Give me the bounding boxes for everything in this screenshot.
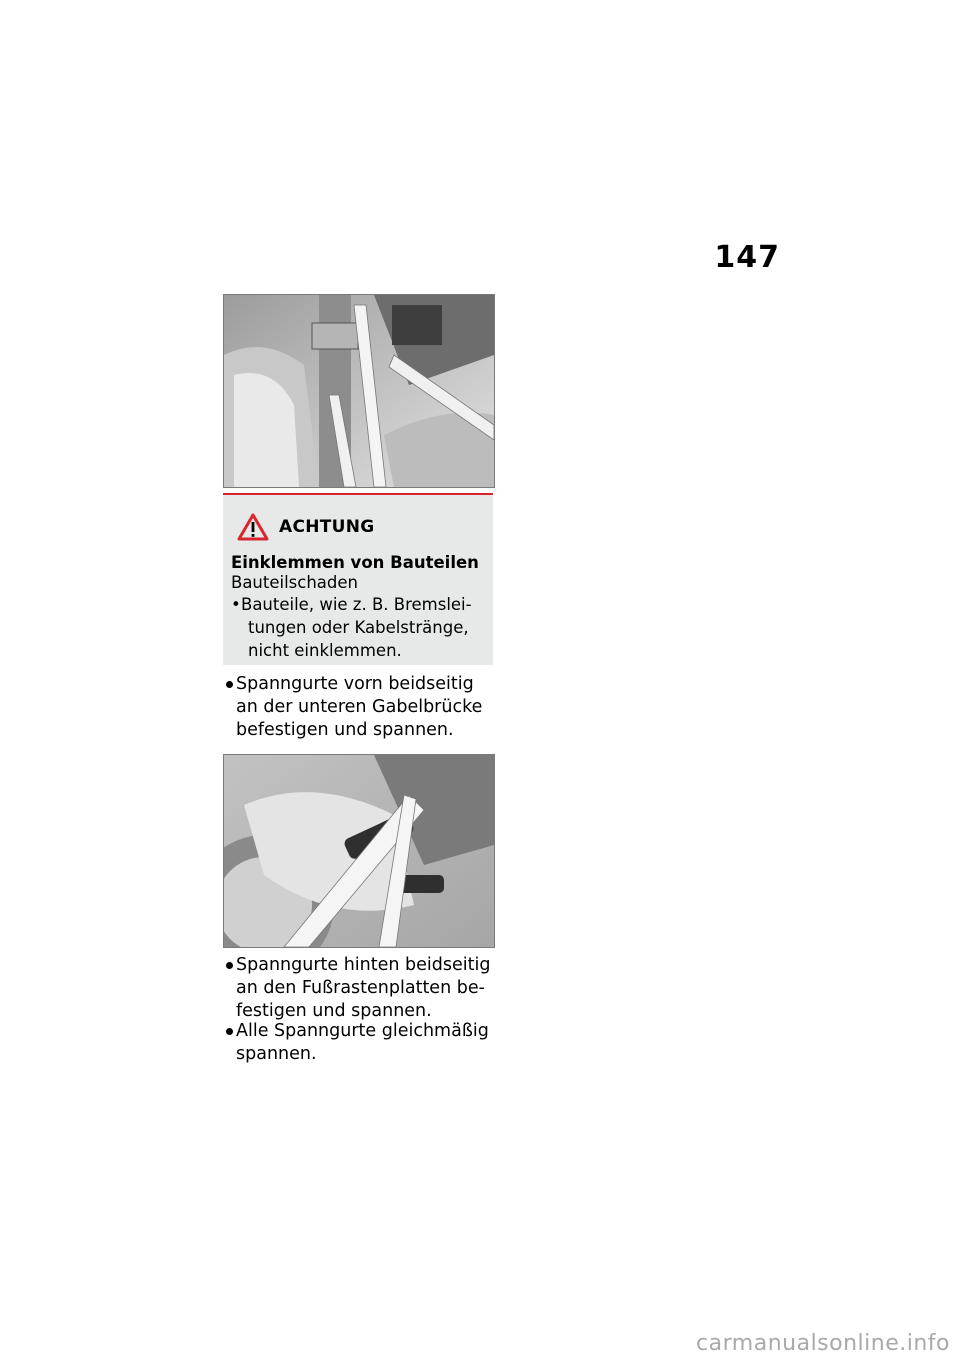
step-line: Alle Spanngurte gleichmäßig (236, 1021, 489, 1041)
warning-subject: Einklemmen von Bauteilen (231, 553, 479, 572)
warning-triangle-icon (237, 513, 269, 541)
step-line: an den Fußrastenplatten be- (236, 978, 485, 998)
bullet-icon: • (231, 595, 241, 614)
warning-item (231, 593, 493, 662)
step-line: festigen und spannen. (236, 1001, 432, 1021)
warning-header (237, 513, 375, 541)
warning-item-line: nicht einklemmen. (248, 641, 402, 660)
motorcycle-footrest-image (223, 754, 495, 948)
warning-item-line: Bauteile, wie z. B. Bremslei- (241, 595, 472, 614)
warning-title: ACHTUNG (279, 517, 375, 537)
instruction-step (226, 1020, 496, 1066)
motorcycle-front-fork-image (223, 294, 495, 488)
step-line: an der unteren Gabelbrücke (236, 697, 483, 717)
step-line: spannen. (236, 1044, 317, 1064)
bullet-icon (226, 962, 233, 969)
instruction-step (226, 673, 496, 742)
step-line: Spanngurte vorn beidseitig (236, 674, 474, 694)
step-line: befestigen und spannen. (236, 720, 454, 740)
step-line: Spanngurte hinten beidseitig (236, 955, 491, 975)
page-number: 147 (714, 240, 780, 275)
warning-item-line: tungen oder Kabelstränge, (248, 618, 469, 637)
warning-box (223, 493, 493, 665)
instruction-step (226, 954, 496, 1023)
bullet-icon (226, 681, 233, 688)
bullet-icon (226, 1028, 233, 1035)
warning-cause: Bauteilschaden (231, 573, 358, 592)
watermark: carmanualsonline.info (696, 1331, 950, 1356)
